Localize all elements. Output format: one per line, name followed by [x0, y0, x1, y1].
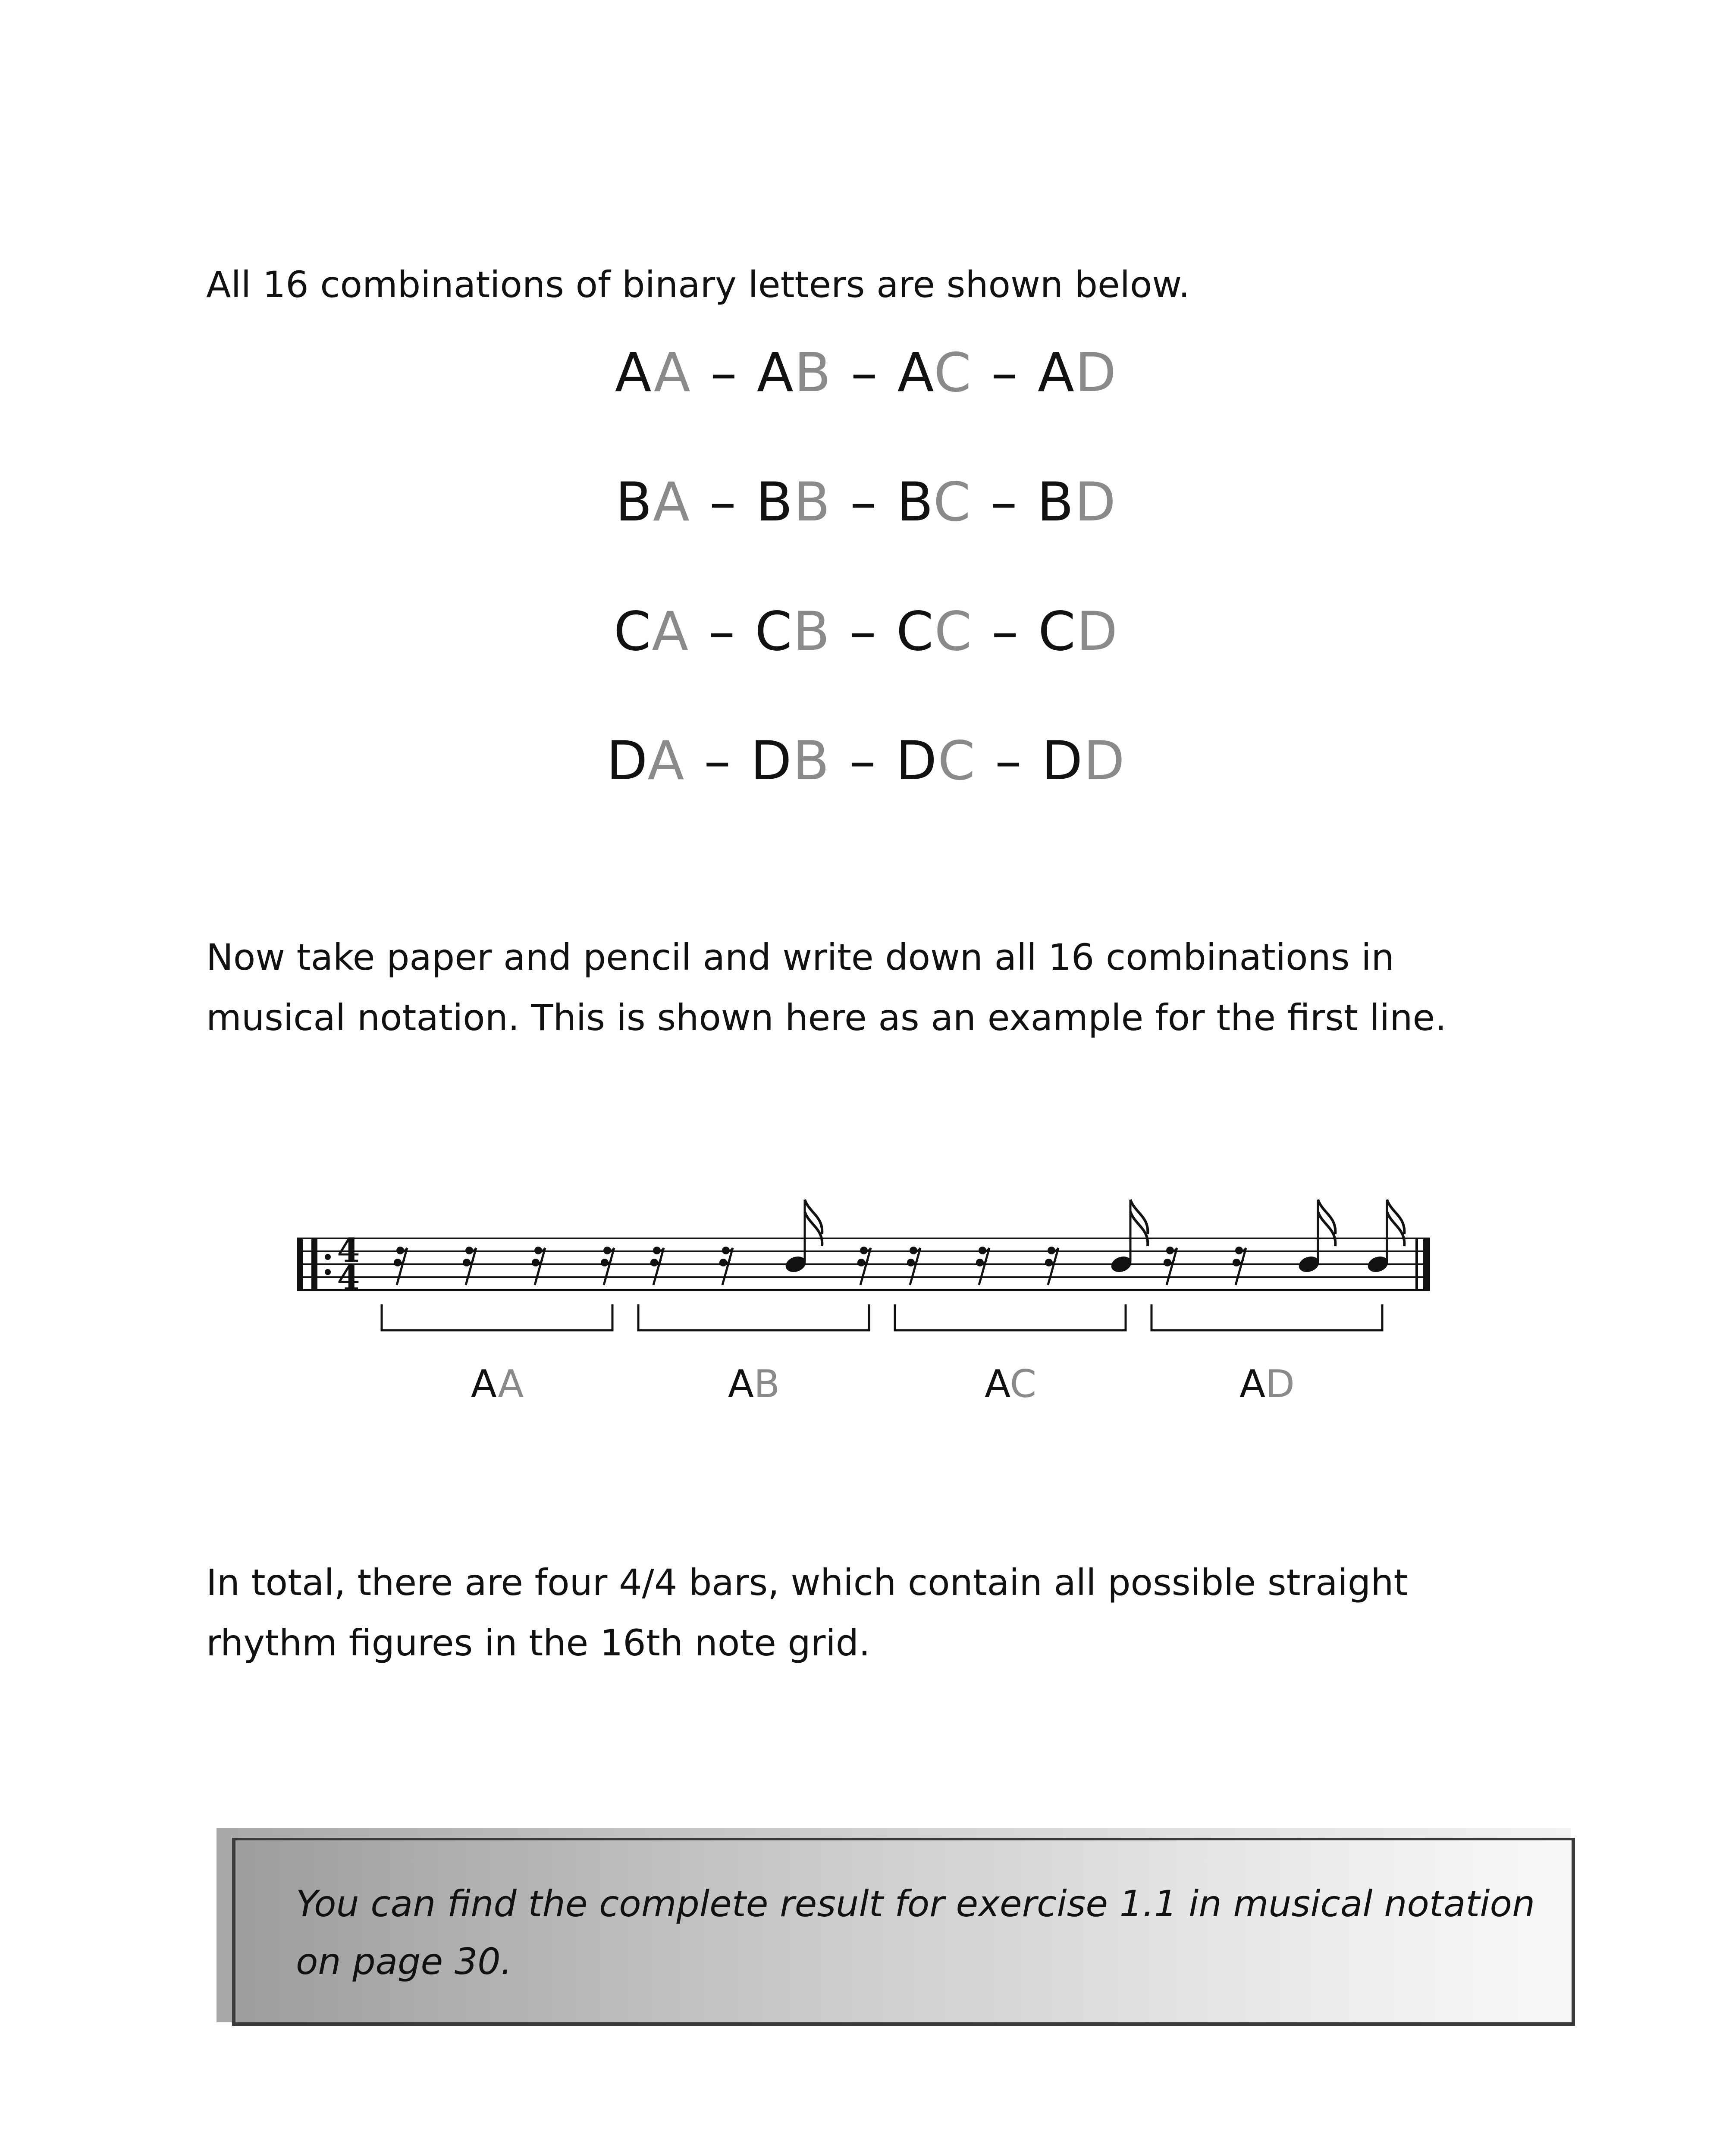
- pair-second-letter: C: [933, 471, 972, 533]
- pair-second-letter: A: [653, 471, 690, 533]
- sixteenth-rest: [857, 1247, 871, 1285]
- pair-first-letter: B: [1037, 471, 1075, 533]
- sixteenth-rest: [1233, 1247, 1246, 1285]
- combination-pair: [1038, 342, 1117, 404]
- pair-first-letter: C: [896, 601, 935, 663]
- instruction-paragraph: Now take paper and pencil and write down all 16 combinations in musical notation. This is shown here as an example for the first line.: [206, 936, 1446, 1039]
- combination-pair: [1038, 601, 1118, 663]
- pair-second-letter: A: [647, 730, 685, 792]
- pair-first-letter: A: [897, 342, 934, 404]
- group-label-first: A: [728, 1362, 754, 1406]
- group-label: [471, 1362, 524, 1406]
- group-label-second: D: [1265, 1362, 1295, 1406]
- combination-separator: –: [850, 342, 879, 404]
- group-label-second: C: [1010, 1362, 1037, 1406]
- group-labels: [471, 1362, 1295, 1406]
- combination-separator: –: [704, 730, 732, 792]
- sixteenth-rest: [394, 1247, 407, 1285]
- pair-first-letter: B: [615, 471, 653, 533]
- group-label: [728, 1362, 780, 1406]
- combination-pair: [757, 342, 832, 404]
- combination-pair: [615, 471, 690, 533]
- pair-second-letter: D: [1075, 342, 1117, 404]
- pair-first-letter: D: [1041, 730, 1084, 792]
- combination-row: [0, 341, 1732, 405]
- pair-first-letter: C: [755, 601, 793, 663]
- sixteenth-rest: [1045, 1247, 1058, 1285]
- sixteenth-rest: [532, 1247, 545, 1285]
- sixteenth-rest: [907, 1247, 920, 1285]
- pair-first-letter: D: [606, 730, 648, 792]
- sixteenth-rest: [976, 1247, 989, 1285]
- group-bracket: [1152, 1304, 1382, 1330]
- combination-separator: –: [992, 601, 1020, 663]
- combination-row: [0, 729, 1732, 793]
- pair-first-letter: A: [756, 342, 794, 404]
- pair-second-letter: D: [1083, 730, 1126, 792]
- sixteenth-rest: [719, 1247, 733, 1285]
- combination-pair: [896, 601, 973, 663]
- pair-second-letter: B: [793, 471, 831, 533]
- combination-pair: [1037, 471, 1117, 533]
- pair-second-letter: D: [1074, 471, 1117, 533]
- callout-box: [216, 1828, 1583, 2031]
- combination-separator: –: [849, 730, 877, 792]
- sixteenth-rest: [601, 1247, 614, 1285]
- combination-pair: [756, 471, 831, 533]
- combination-separator: –: [991, 342, 1019, 404]
- group-label: [1239, 1362, 1295, 1406]
- group-brackets: [382, 1304, 1382, 1330]
- rhythm-notation: [0, 1164, 1732, 1466]
- pair-first-letter: A: [615, 342, 654, 404]
- group-bracket: [895, 1304, 1126, 1330]
- combination-pair: [897, 471, 971, 533]
- combination-separator: –: [708, 601, 736, 663]
- combination-separator: –: [850, 471, 878, 533]
- group-label-first: A: [984, 1362, 1010, 1406]
- pair-second-letter: C: [934, 601, 973, 663]
- group-label-second: B: [753, 1362, 780, 1406]
- combination-pair: [897, 342, 972, 404]
- combination-row: [0, 470, 1732, 535]
- time-signature-top: 4: [337, 1231, 360, 1269]
- time-signature-bottom: 4: [337, 1259, 360, 1297]
- callout-frame: [232, 1838, 1575, 2026]
- callout-text: You can find the complete result for exercise 1.1 in musical notation on page 30.: [296, 1883, 1535, 1983]
- pair-first-letter: C: [613, 601, 652, 663]
- pair-first-letter: C: [1038, 601, 1076, 663]
- pair-second-letter: A: [652, 601, 690, 663]
- combination-separator: –: [990, 471, 1018, 533]
- combination-pair: [1042, 730, 1126, 792]
- summary-paragraph: In total, there are four 4/4 bars, which contain all possible straight rhythm figures in the 16th note grid.: [206, 1561, 1408, 1664]
- group-label: [985, 1362, 1036, 1406]
- notation-beats: [394, 1200, 1404, 1285]
- sixteenth-rest: [463, 1247, 476, 1285]
- combination-pair: [615, 342, 691, 404]
- combination-pair: [896, 730, 976, 792]
- intro-paragraph: All 16 combinations of binary letters are shown below.: [206, 263, 1190, 306]
- combination-separator: –: [995, 730, 1023, 792]
- combination-pair: [606, 730, 685, 792]
- pair-second-letter: D: [1076, 601, 1119, 663]
- combination-separator: –: [849, 601, 877, 663]
- sixteenth-rest: [1164, 1247, 1177, 1285]
- combination-pair: [614, 601, 689, 663]
- pair-first-letter: B: [897, 471, 933, 533]
- group-bracket: [382, 1304, 612, 1330]
- group-label-second: A: [498, 1362, 524, 1406]
- pair-second-letter: B: [793, 601, 831, 663]
- pair-first-letter: A: [1037, 342, 1075, 404]
- combination-separator: –: [710, 342, 738, 404]
- combination-separator: –: [709, 471, 737, 533]
- group-label-first: A: [1239, 1362, 1266, 1406]
- group-label-first: A: [471, 1362, 498, 1406]
- combination-pair: [755, 601, 831, 663]
- group-bracket: [638, 1304, 869, 1330]
- combination-row: [0, 599, 1732, 664]
- pair-second-letter: C: [934, 342, 972, 404]
- pair-first-letter: B: [756, 471, 794, 533]
- pair-second-letter: B: [792, 730, 830, 792]
- pair-second-letter: A: [653, 342, 691, 404]
- pair-second-letter: B: [794, 342, 832, 404]
- combination-pair: [750, 730, 830, 792]
- pair-first-letter: D: [895, 730, 938, 792]
- pair-first-letter: D: [750, 730, 793, 792]
- pair-second-letter: C: [938, 730, 976, 792]
- sixteenth-rest: [650, 1247, 664, 1285]
